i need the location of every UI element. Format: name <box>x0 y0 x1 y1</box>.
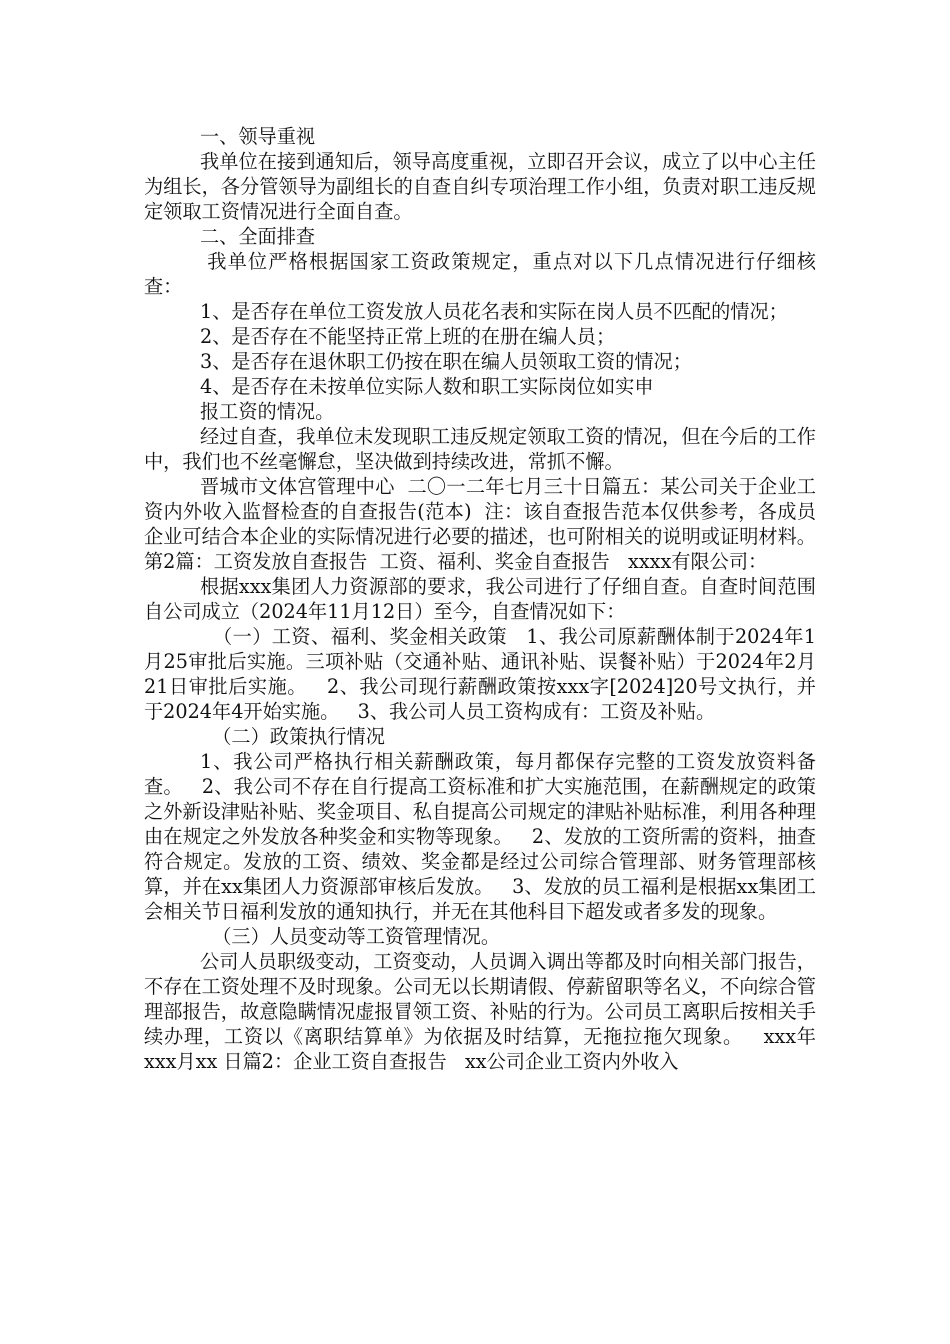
list-item-4: 4、是否存在未按单位实际人数和职工实际岗位如实申 <box>200 375 654 398</box>
paragraph-personnel: 公司人员职级变动，工资变动，人员调入调出等都及时向相关部门报告，不存在工资处理不及时现象。公司无以长期请假、停薪留职等名义，不向综合管理部报告，故意隐瞒情况虚报冒领工资、补贴的行为。公司员工离职后按相关手续办理，工资以《离职结算单》为依据及时结算，无拖拉拖欠现象。 xxx年xxx月xx 日篇2：企业工资自查报告 xx公司企业工资内外收入 <box>144 950 816 1073</box>
paragraph-execution: 1、我公司严格执行相关薪酬政策，每月都保存完整的工资发放资料备查。 2、我公司不存在自行提高工资标准和扩大实施范围，在薪酬规定的政策之外新设津贴补贴、奖金项目、私自提高公司规定的津贴补贴标准，利用各种理由在规定之外发放各种奖金和实物等现象。 2、发放的工资所需的资料，抽查符合规定。发放的工资、绩效、奖金都是经过公司综合管理部、财务管理部核算，并在xx集团人力资源部审核后发放。 3、发放的员工福利是根据xx集团工会相关节日福利发放的通知执行，并无在其他科目下超发或者多发的现象。 <box>144 750 816 923</box>
paragraph-self-check-scope: 根据xxx集团人力资源部的要求，我公司进行了仔细自查。自查时间范围自公司成立（2024年11月12日）至今，自查情况如下： <box>144 575 816 623</box>
section-heading-review: 二、全面排查 <box>200 225 316 248</box>
list-item-1: 1、是否存在单位工资发放人员花名表和实际在岗人员不匹配的情况； <box>200 300 788 323</box>
document-page <box>144 124 816 1074</box>
paragraph-signature-and-template: 晋城市文体宫管理中心 二〇一二年七月三十日篇五：某公司关于企业工资内外收入监督检查的自查报告(范本) 注：该自查报告范本仅供参考，各成员企业可结合本企业的实际情况进行必要的描述，也可附相关的说明或证明材料。第2篇：工资发放自查报告 工资、福利、奖金自查报告 xxxx有限公司： <box>144 475 816 573</box>
paragraph-conclusion: 经过自查，我单位未发现职工违反规定领取工资的情况，但在今后的工作中，我们也不丝毫懈怠，坚决做到持续改进，常抓不懈。 <box>144 425 816 473</box>
list-item-4-continuation: 报工资的情况。 <box>200 400 335 423</box>
paragraph-leadership: 我单位在接到通知后，领导高度重视，立即召开会议，成立了以中心主任为组长，各分管领导为副组长的自查自纠专项治理工作小组，负责对职工违反规定领取工资情况进行全面自查。 <box>144 150 816 223</box>
section-heading-personnel: （三）人员变动等工资管理情况。 <box>200 925 501 948</box>
list-item-2: 2、是否存在不能坚持正常上班的在册在编人员； <box>200 325 616 348</box>
paragraph-review-intro: 我单位严格根据国家工资政策规定，重点对以下几点情况进行仔细核查： <box>144 250 816 298</box>
paragraph-policy: （一）工资、福利、奖金相关政策 1、我公司原薪酬体制于2024年1月25审批后实施。三项补贴（交通补贴、通讯补贴、误餐补贴）于2024年2月21日审批后实施。 2、我公司现行薪酬政策按xxx字[2024]20号文执行，并于2024年4开始实施。 3、我公司人员工资构成有：工资及补贴。 <box>144 625 816 723</box>
section-heading-leadership: 一、领导重视 <box>200 125 316 148</box>
list-item-3: 3、是否存在退休职工仍按在职在编人员领取工资的情况； <box>200 350 692 373</box>
section-heading-execution: （二）政策执行情况 <box>200 725 385 748</box>
